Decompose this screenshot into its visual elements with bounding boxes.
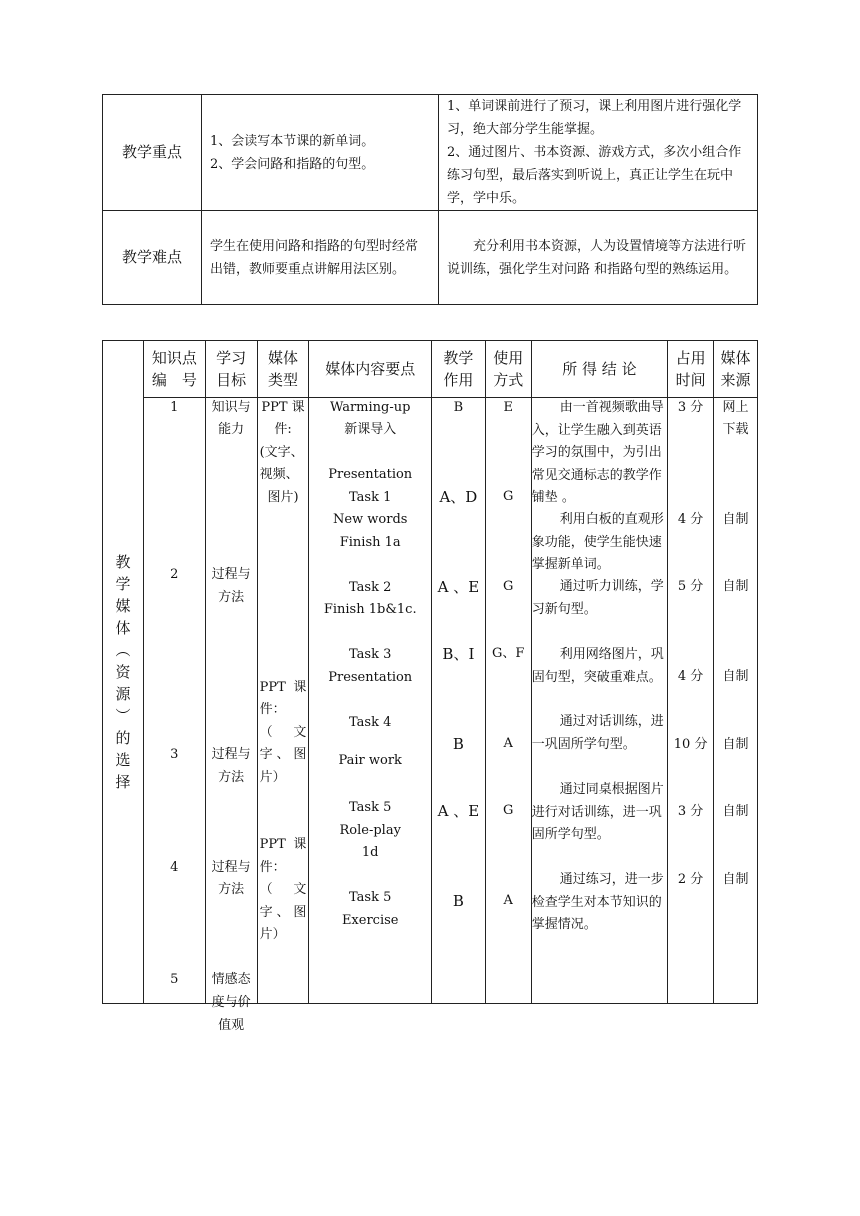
focus-result-line: 1、单词课前进行了预习，课上利用图片进行强化学习，绝大部分学生能掌握。 [447, 99, 742, 137]
content-line: Warming-up [329, 400, 411, 415]
side-char: 体 [115, 619, 131, 637]
source-value: 下载 [722, 422, 749, 437]
media-line: 视频、 [259, 467, 299, 482]
source-value: 自制 [722, 872, 749, 887]
col-media [257, 398, 309, 1004]
content-line: Task 4 [349, 715, 392, 730]
kp-number: 4 [170, 860, 179, 875]
usage-value: E [503, 400, 513, 415]
result-text: 通过同桌根据图片进行对话训练，进一巩固所学句型。 [531, 782, 664, 842]
difficulty-content [202, 211, 439, 305]
difficulty-result-line: 充分利用书本资源，人为设置情境等方法进行听说训练，强化学生对问路 和指路句型的熟练运用。 [447, 238, 747, 277]
goal-line: 过程与 [211, 860, 251, 875]
role-value: A 、E [437, 802, 480, 820]
difficulty-label: 教学难点 [103, 211, 202, 305]
goal-line: 能力 [218, 422, 245, 437]
source-value: 自制 [722, 579, 749, 594]
usage-value: A [503, 736, 513, 751]
focus-result-line: 2、通过图片、书本资源、游戏方式，多次小组合作练习句型，最后落实到听说上，真正让学生在玩中学，学中乐。 [447, 145, 742, 206]
teaching-focus-table [102, 94, 758, 305]
col-usage [485, 398, 531, 1004]
media-line: 片） [259, 927, 286, 942]
goal-line: 情感态 [211, 972, 251, 987]
content-line: Role-play [339, 823, 401, 838]
media-line: 片） [259, 770, 286, 785]
col-time [668, 398, 714, 1004]
focus-content-line: 1、会读写本节课的新单词。 [210, 133, 375, 149]
header-media: 媒体 类型 [257, 341, 309, 398]
content-line: Task 1 [349, 490, 392, 505]
role-value: B [453, 400, 464, 415]
header-role: 教学 作用 [431, 341, 485, 398]
content-line: Task 3 [349, 647, 392, 662]
role-value: B、I [442, 645, 475, 663]
side-label [103, 341, 144, 1004]
col-kp [143, 398, 205, 1004]
col-source [714, 398, 758, 1004]
side-char: ︵ [115, 641, 131, 659]
goal-line: 知识与 [211, 400, 251, 415]
usage-value: G [503, 579, 514, 594]
content-line: Task 5 [349, 800, 392, 815]
content-line: Task 2 [349, 580, 392, 595]
side-char: 学 [115, 575, 131, 593]
difficulty-result [439, 211, 758, 305]
media-line: PPT 课 [261, 400, 305, 415]
side-char: 媒 [115, 597, 131, 615]
media-line: PPT 课 [259, 680, 307, 695]
content-line: Task 5 [349, 890, 392, 905]
header-usage: 使用 方式 [485, 341, 531, 398]
role-value: B [452, 892, 464, 910]
header-result: 所 得 结 论 [531, 341, 667, 398]
goal-line: 过程与 [211, 567, 251, 582]
focus-result [439, 95, 758, 211]
usage-value: A [503, 893, 513, 908]
col-goal [205, 398, 257, 1033]
source-value: 网上 [722, 400, 749, 415]
side-char: 源 [115, 685, 131, 703]
goal-line: 过程与 [211, 747, 251, 762]
result-text: 利用网络图片，巩固句型，突破重难点。 [531, 647, 664, 685]
media-line: （ 文 [259, 882, 307, 897]
source-value: 自制 [722, 804, 749, 819]
content-line: Presentation [328, 467, 413, 482]
content-line: New words [332, 512, 408, 527]
media-line: 字、图 [259, 747, 307, 762]
header-time: 占用 时间 [668, 341, 714, 398]
header-content: 媒体内容要点 [309, 341, 432, 398]
kp-number: 5 [170, 972, 179, 987]
kp-number: 2 [170, 567, 179, 582]
goal-line: 值观 [218, 1018, 245, 1033]
header-goal: 学习 目标 [205, 341, 257, 398]
time-value: 5 分 [677, 579, 704, 594]
side-char: 选 [115, 751, 131, 769]
content-line: Finish 1a [339, 535, 401, 550]
source-value: 自制 [722, 737, 749, 752]
media-selection-table [102, 340, 758, 1033]
side-char: 资 [115, 663, 131, 681]
focus-label: 教学重点 [103, 95, 202, 211]
time-value: 2 分 [677, 872, 704, 887]
media-line: 字、图 [259, 905, 307, 920]
usage-value: G [503, 489, 514, 504]
media-line: （ 文 [259, 725, 307, 740]
role-value: B [452, 735, 464, 753]
usage-value: G [503, 803, 514, 818]
side-char: 教 [115, 553, 131, 571]
col-content [309, 398, 432, 1004]
focus-content-line: 2、学会问路和指路的句型。 [210, 156, 375, 172]
content-line: Exercise [341, 913, 399, 928]
content-line: Pair work [338, 753, 402, 768]
goal-line: 度与价 [211, 995, 251, 1010]
media-line: 件: [274, 422, 292, 437]
media-line: 件： [259, 860, 286, 875]
source-value: 自制 [722, 669, 749, 684]
time-value: 4 分 [677, 512, 704, 527]
media-line: 图片) [267, 490, 299, 505]
side-char: ︶ [115, 707, 131, 725]
goal-line: 方法 [218, 882, 245, 897]
result-text: 通过听力训练，学习新句型。 [531, 579, 664, 617]
usage-value: G、F [492, 646, 525, 661]
media-line: PPT 课 [259, 837, 307, 852]
header-source: 媒体 来源 [714, 341, 758, 398]
result-text: 通过对话训练，进一巩固所学句型。 [531, 714, 664, 752]
side-char: 的 [115, 729, 131, 747]
content-line: Presentation [328, 670, 413, 685]
result-text: 利用白板的直观形象功能，使学生能快速掌握新单词。 [531, 512, 664, 572]
focus-content [202, 95, 439, 211]
source-value: 自制 [722, 512, 749, 527]
content-line: Finish 1b&1c. [323, 602, 417, 617]
col-role [431, 398, 485, 1004]
result-text: 由一首视频歌曲导入，让学生融入到英语学习的氛围中，为引出常见交通标志的教学作铺垫 。 [531, 400, 664, 505]
time-value: 4 分 [677, 669, 704, 684]
kp-number: 3 [170, 747, 179, 762]
role-value: A、D [439, 488, 478, 506]
goal-line: 方法 [218, 590, 245, 605]
media-line: 件： [259, 702, 286, 717]
difficulty-content-line: 学生在使用问路和指路的句型时经常出错，教师要重点讲解用法区别。 [210, 238, 419, 277]
header-kp: 知识点 编 号 [143, 341, 205, 398]
side-char: 择 [115, 773, 131, 791]
col-result [531, 398, 667, 1004]
kp-number: 1 [170, 400, 179, 415]
role-value: A 、E [437, 578, 480, 596]
goal-line: 方法 [218, 770, 245, 785]
content-line: 1d [361, 845, 379, 860]
media-line: (文字、 [259, 445, 304, 460]
result-text: 通过练习，进一步检查学生对本节知识的掌握情况。 [531, 872, 664, 932]
time-value: 3 分 [677, 804, 704, 819]
content-line: 新课导入 [344, 422, 397, 437]
time-value: 10 分 [673, 737, 708, 752]
time-value: 3 分 [677, 400, 704, 415]
